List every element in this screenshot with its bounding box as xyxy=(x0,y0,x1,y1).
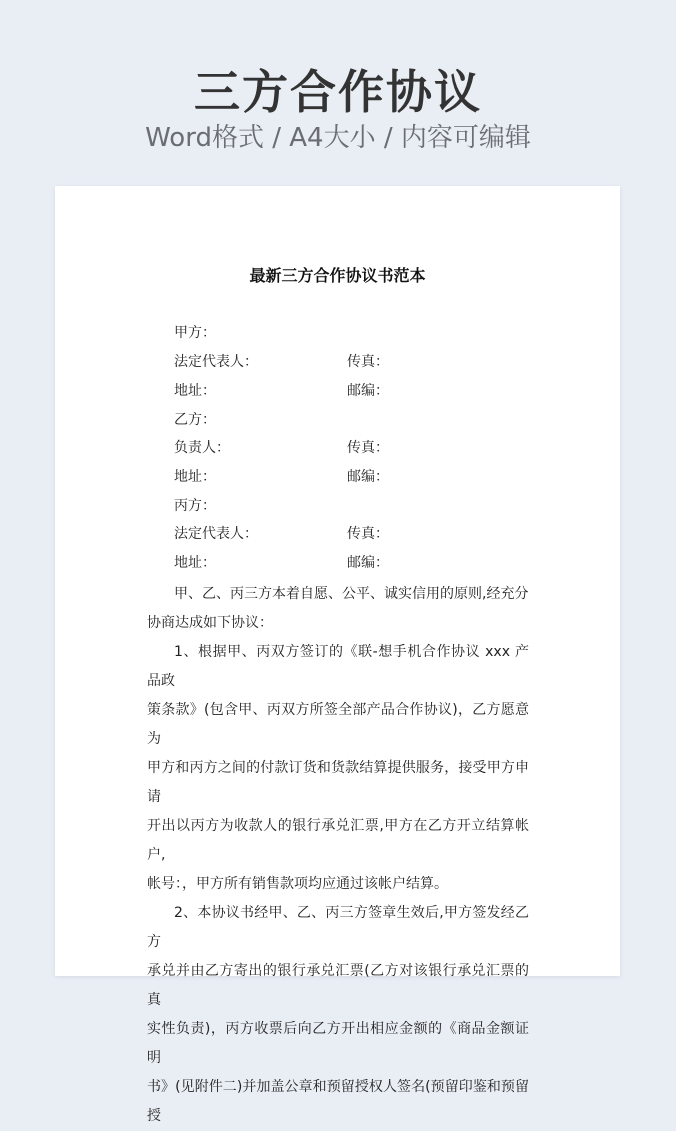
paragraph-line: 承兑并由乙方寄出的银行承兑汇票(乙方对该银行承兑汇票的真 xyxy=(147,963,529,1008)
paragraph-line: 书》(见附件二)并加盖公章和预留授权人签名(预留印鉴和预留授 xyxy=(147,1079,529,1124)
field-label: 地址： xyxy=(174,469,216,485)
field-label: 乙方： xyxy=(174,412,216,428)
field-label: 丙方： xyxy=(174,498,216,514)
field-label: 邮编： xyxy=(347,383,389,399)
paragraph-line: 开出以丙方为收款人的银行承兑汇票,甲方在乙方开立结算帐户, xyxy=(147,818,529,863)
field-party-a xyxy=(174,321,574,345)
paragraph-line: 甲、乙、丙三方本着自愿、公平、诚实信用的原则,经充分 xyxy=(174,586,529,602)
field-party-b-address xyxy=(174,465,574,489)
field-label: 地址： xyxy=(174,383,216,399)
paragraph-intro xyxy=(147,580,529,638)
field-party-b xyxy=(174,408,574,432)
paragraph-line: 帐号：，甲方所有销售款项均应通过该帐户结算。 xyxy=(147,876,448,892)
paragraph-clause-2 xyxy=(147,899,529,1131)
field-label: 传真： xyxy=(347,526,389,542)
field-label: 地址： xyxy=(174,555,216,571)
field-label: 邮编： xyxy=(347,469,389,485)
banner-title: 三方合作协议 xyxy=(194,65,482,119)
paragraph-line: 1、根据甲、丙双方签订的《联-想手机合作协议 xxx 产品政 xyxy=(147,644,529,689)
paragraph-line: 实性负责)，丙方收票后向乙方开出相应金额的《商品金额证明 xyxy=(147,1021,529,1066)
field-label: 传真： xyxy=(347,354,389,370)
field-party-a-address xyxy=(174,379,574,403)
paragraph-line: 甲方和丙方之间的付款订货和货款结算提供服务，接受甲方申请 xyxy=(147,760,529,805)
document-title: 最新三方合作协议书范本 xyxy=(249,266,426,285)
field-label: 邮编： xyxy=(347,555,389,571)
document-body xyxy=(147,580,529,1131)
field-party-b-manager xyxy=(174,436,574,460)
field-party-c xyxy=(174,494,574,518)
field-label: 甲方： xyxy=(174,325,216,341)
field-party-c-representative xyxy=(174,522,574,546)
field-label: 负责人： xyxy=(174,440,230,456)
field-party-a-representative xyxy=(174,350,574,374)
paragraph-line: 2、本协议书经甲、乙、丙三方签章生效后,甲方签发经乙方 xyxy=(147,905,529,950)
paragraph-clause-1 xyxy=(147,638,529,899)
paragraph-line: 协商达成如下协议： xyxy=(147,615,273,631)
banner-subtitle: Word格式 / A4大小 / 内容可编辑 xyxy=(145,123,531,153)
paragraph-line: 策条款》(包含甲、丙双方所签全部产品合作协议)，乙方愿意为 xyxy=(147,702,529,747)
field-label: 传真： xyxy=(347,440,389,456)
field-label: 法定代表人： xyxy=(174,526,258,542)
field-label: 法定代表人： xyxy=(174,354,258,370)
document-page xyxy=(55,186,620,1124)
field-party-c-address xyxy=(174,551,574,575)
